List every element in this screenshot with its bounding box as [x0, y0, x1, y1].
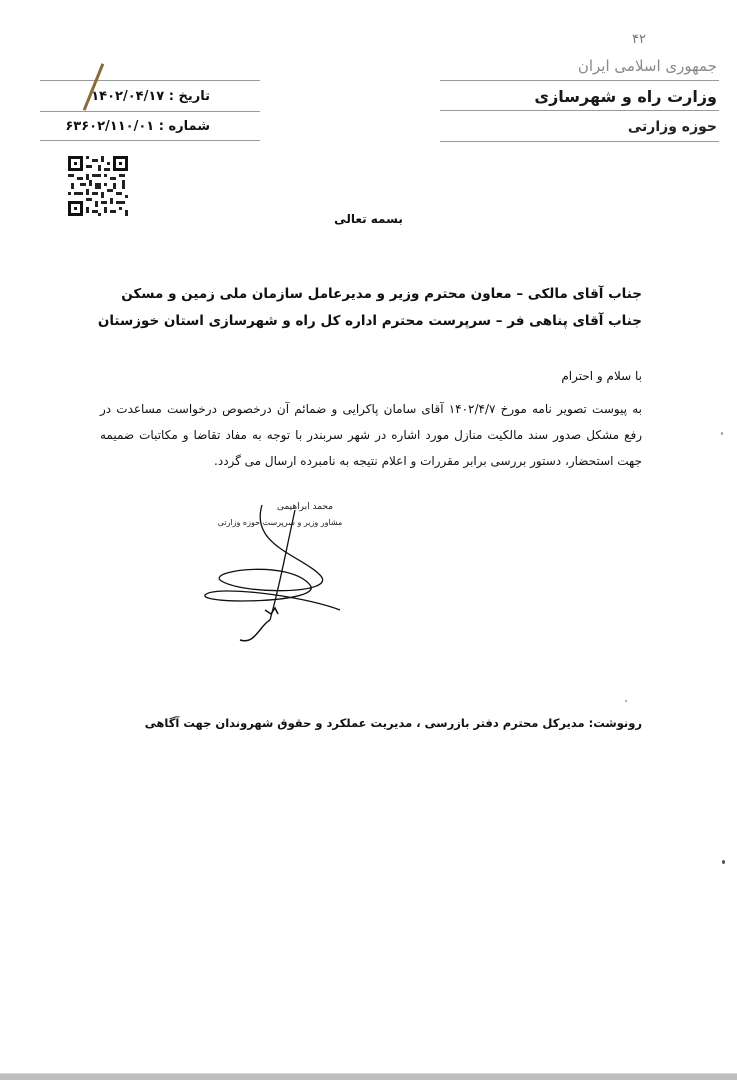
recipient-line-2: جناب آقای پناهی فر – سرپرست محترم اداره کل راه و شهرسازی استان خوزستان: [97, 313, 642, 329]
ministry-title: وزارت راه و شهرسازی: [534, 87, 717, 106]
signature-icon: [200, 485, 360, 645]
handwritten-number: ۴۲: [632, 32, 646, 47]
qr-code: [68, 155, 128, 217]
office-title: حوزه وزارتی: [627, 119, 717, 135]
scan-speck: [625, 700, 627, 702]
date-value: ۱۴۰۲/۰۴/۱۷: [91, 89, 165, 104]
greeting: با سلام و احترام: [561, 369, 642, 383]
bismillah-heading: بسمه تعالی: [334, 212, 403, 226]
letter-body: به پیوست تصویر نامه مورخ ۱۴۰۲/۴/۷ آقای سامان پاکرایی و ضمائم آن درخصوص درخواست مساعدت در رفع مشکل صدور سند مالکیت منازل مورد اشاره در شهر سربندر با توجه به مفاد تقاضا و مکاتبات ضمیمه جهت استحضار، دستور بررسی برابر مقررات و اعلام نتیجه به نامبرده ارسال می گردد.: [100, 402, 642, 468]
signature-title: مشاور وزیر و سرپرست حوزه وزارتی: [217, 518, 343, 527]
date-label: تاریخ :: [168, 89, 210, 104]
number-value: ۶۳۶۰۲/۱۱۰/۰۱: [65, 119, 155, 134]
divider: [440, 80, 719, 81]
bottom-edge: [0, 1073, 737, 1080]
divider: [40, 111, 260, 112]
recipient-line-1: جناب آقای مالکی – معاون محترم وزیر و مدیرعامل سازمان ملی زمین و مسکن: [121, 286, 642, 302]
divider: [40, 140, 260, 141]
divider: [40, 80, 260, 81]
divider: [440, 110, 719, 111]
scan-speck: [721, 432, 723, 435]
date-field: [60, 89, 210, 104]
scan-speck: [722, 860, 725, 864]
signature-name: محمد ابراهیمی: [276, 502, 334, 512]
republic-title: جمهوری اسلامی ایران: [577, 57, 717, 75]
divider: [440, 141, 719, 142]
number-label: شماره :: [158, 119, 210, 134]
cc-line: رونوشت: مدیرکل محترم دفتر بازرسی ، مدیریت عملکرد و حقوق شهروندان جهت آگاهی: [144, 716, 642, 730]
number-field: [60, 119, 210, 134]
